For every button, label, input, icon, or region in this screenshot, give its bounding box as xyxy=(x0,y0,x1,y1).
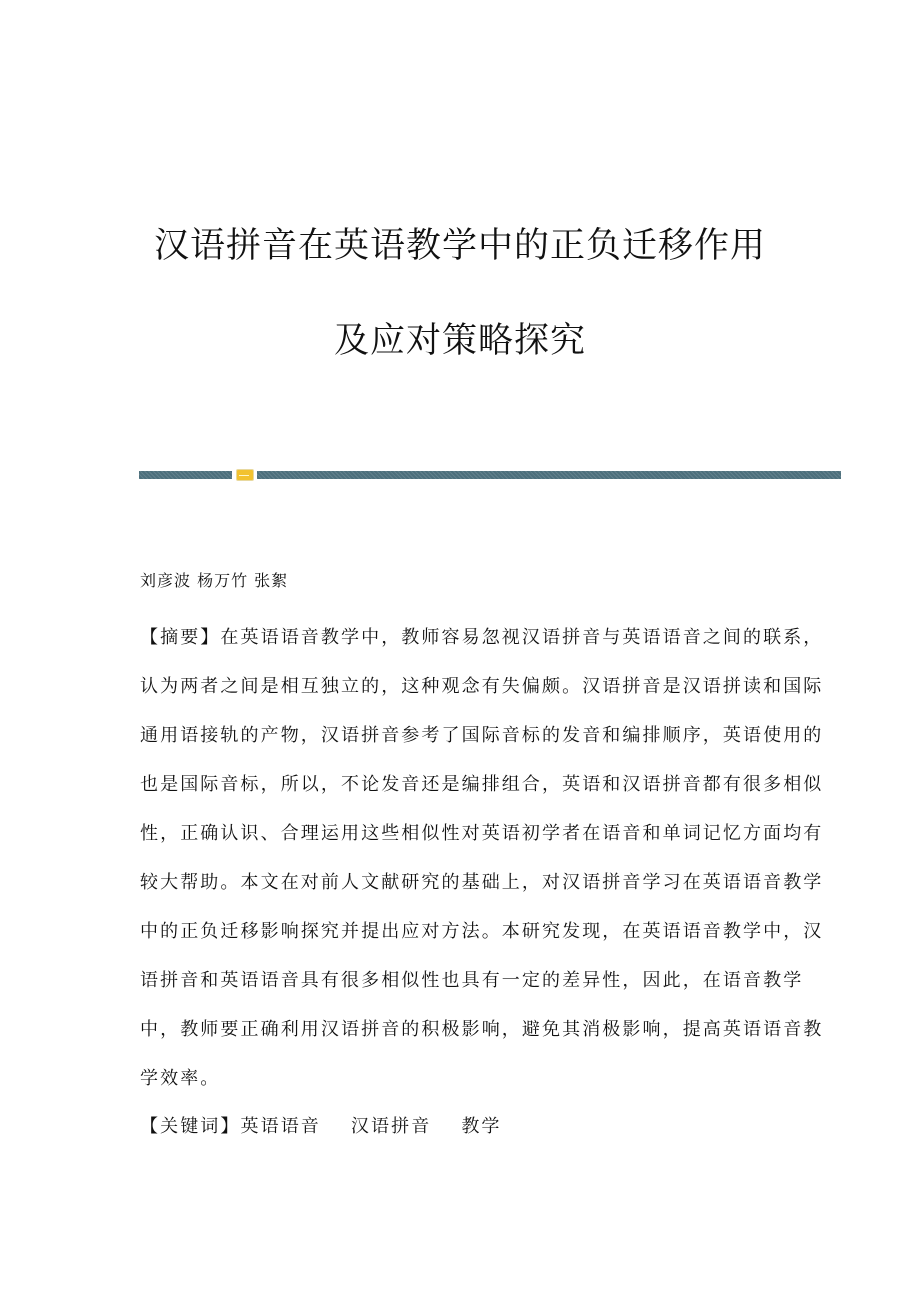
keyword: 英语语音 xyxy=(240,1116,321,1137)
abstract-line: 学效率。 xyxy=(140,1068,221,1089)
abstract-line: 较大帮助。本文在对前人文献研究的基础上，对汉语拼音学习在英语语音教学 xyxy=(140,872,824,893)
divider-right xyxy=(257,471,841,479)
abstract-line: 中，教师要正确利用汉语拼音的积极影响，避免其消极影响，提高英语语音教 xyxy=(140,1019,824,1040)
title-line-2: 及应对策略探究 xyxy=(333,321,586,361)
abstract-line: 性，正确认识、合理运用这些相似性对英语初学者在语音和单词记忆方面均有 xyxy=(140,823,824,844)
authors: 刘彦波 杨万竹 张絮 xyxy=(140,571,289,590)
abstract-line: 通用语接轨的产物，汉语拼音参考了国际音标的发音和编排顺序，英语使用的 xyxy=(140,725,824,746)
abstract-line: 中的正负迁移影响探究并提出应对方法。本研究发现，在英语语音教学中，汉 xyxy=(140,921,824,942)
abstract-line: 【摘要】在英语语音教学中，教师容易忽视汉语拼音与英语语音之间的联系， xyxy=(140,627,824,648)
divider-left xyxy=(139,471,232,479)
envelope-icon xyxy=(236,469,254,481)
keywords xyxy=(140,1112,502,1138)
keyword: 教学 xyxy=(461,1116,502,1137)
abstract-line: 认为两者之间是相互独立的，这种观念有失偏颇。汉语拼音是汉语拼读和国际 xyxy=(140,676,824,697)
keywords-label: 【关键词】 xyxy=(140,1116,241,1137)
keyword: 汉语拼音 xyxy=(350,1116,432,1137)
abstract-line: 语拼音和英语语音具有很多相似性也具有一定的差异性，因此，在语音教学 xyxy=(140,970,804,991)
title-line-1: 汉语拼音在英语教学中的正负迁移作用 xyxy=(153,226,766,266)
abstract-line: 也是国际音标，所以，不论发音还是编排组合，英语和汉语拼音都有很多相似 xyxy=(140,774,824,795)
